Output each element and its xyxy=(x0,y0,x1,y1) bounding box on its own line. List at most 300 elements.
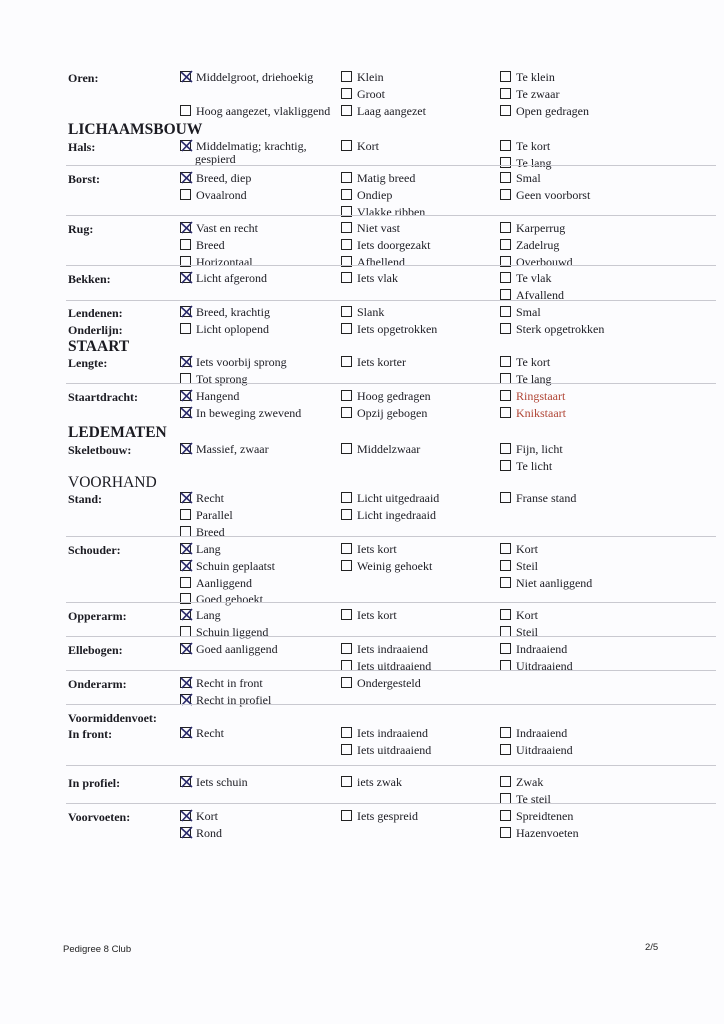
option-label: Ovaalrond xyxy=(196,187,247,202)
option-label: Niet aanliggend xyxy=(516,575,593,590)
option-label: Sterk opgetrokken xyxy=(516,322,605,336)
checkbox-option[interactable] xyxy=(341,676,421,690)
checkbox-option[interactable] xyxy=(500,322,604,336)
option-label: Zwak xyxy=(516,775,544,789)
row-label: In front: xyxy=(68,727,113,741)
checkbox-icon[interactable] xyxy=(341,776,352,787)
row-label: Staartdracht: xyxy=(68,390,138,404)
row-label: Schouder: xyxy=(68,543,121,557)
checkbox-icon[interactable] xyxy=(500,577,511,588)
option-label: Middelmatig; krachtig, xyxy=(196,139,307,153)
option-label: Open gedragen xyxy=(516,103,589,118)
checkbox-option[interactable] xyxy=(500,542,538,556)
checkbox-option[interactable] xyxy=(500,775,543,789)
option-label: Overbouwd xyxy=(516,254,573,269)
checkbox-icon[interactable] xyxy=(180,323,191,334)
checked-box-icon[interactable] xyxy=(180,492,191,503)
checkbox-icon[interactable] xyxy=(341,643,352,654)
option-label: Parallel xyxy=(196,507,233,522)
checkbox-option[interactable] xyxy=(500,389,565,403)
checkbox-option[interactable] xyxy=(180,355,287,369)
checkbox-option[interactable] xyxy=(341,389,431,403)
checkbox-option[interactable] xyxy=(180,305,270,319)
checkbox-option[interactable] xyxy=(341,104,426,118)
checkbox-option[interactable] xyxy=(500,559,538,573)
option-label: Vast en recht xyxy=(196,221,258,235)
option-label: Smal xyxy=(516,305,541,319)
checkbox-icon[interactable] xyxy=(341,140,352,151)
checkbox-option[interactable] xyxy=(500,809,573,823)
option-label: Groot xyxy=(357,86,385,101)
option-label: Niet vast xyxy=(357,221,400,235)
option-label: Kort xyxy=(516,542,538,556)
option-label: Recht xyxy=(196,491,224,505)
checkbox-option[interactable] xyxy=(341,508,436,522)
row-divider xyxy=(66,300,716,301)
checkbox-option[interactable] xyxy=(500,826,579,840)
row-label: Ellebogen: xyxy=(68,643,123,657)
option-label: Steil xyxy=(516,558,539,573)
checkbox-icon[interactable] xyxy=(500,356,511,367)
checkbox-icon[interactable] xyxy=(341,88,352,99)
checked-box-icon[interactable] xyxy=(180,172,191,183)
option-label: Smal xyxy=(516,171,541,185)
option-label: Afvallend xyxy=(516,287,564,302)
checkbox-option[interactable] xyxy=(341,642,428,656)
option-label: Indraaiend xyxy=(516,642,568,656)
row-label: Opperarm: xyxy=(68,609,127,623)
checkbox-icon[interactable] xyxy=(180,189,191,200)
option-label: Iets schuin xyxy=(196,775,248,789)
row-label: In profiel: xyxy=(68,776,121,790)
row-divider xyxy=(66,765,716,766)
row-label: Hals: xyxy=(68,140,96,154)
checkbox-icon[interactable] xyxy=(500,222,511,233)
checkbox-icon[interactable] xyxy=(500,88,511,99)
checkbox-option[interactable] xyxy=(341,608,397,622)
checkbox-option[interactable] xyxy=(500,255,573,269)
checkbox-option[interactable] xyxy=(341,355,406,369)
checked-box-icon[interactable] xyxy=(180,443,191,454)
row-label: Lendenen: xyxy=(68,306,123,320)
checkbox-icon[interactable] xyxy=(180,577,191,588)
checked-box-icon[interactable] xyxy=(180,222,191,233)
option-label: Iets korter xyxy=(357,355,406,369)
checked-box-icon[interactable] xyxy=(180,560,191,571)
option-label: Matig breed xyxy=(357,171,416,185)
checkbox-icon[interactable] xyxy=(500,105,511,116)
checkbox-icon[interactable] xyxy=(341,560,352,571)
checked-box-icon[interactable] xyxy=(180,810,191,821)
checked-box-icon[interactable] xyxy=(180,543,191,554)
checkbox-option[interactable] xyxy=(500,642,567,656)
option-label: Kort xyxy=(196,809,218,823)
option-label: Iets indraaiend xyxy=(357,642,428,656)
option-label: Iets indraaiend xyxy=(357,726,428,740)
checkbox-icon[interactable] xyxy=(341,71,352,82)
checkbox-option[interactable] xyxy=(500,238,559,252)
checkbox-option[interactable] xyxy=(180,238,225,252)
checkbox-icon[interactable] xyxy=(341,172,352,183)
option-label: Zadelrug xyxy=(516,237,560,252)
checkbox-icon[interactable] xyxy=(341,727,352,738)
checkbox-option[interactable] xyxy=(500,406,566,420)
checkbox-icon[interactable] xyxy=(341,509,352,520)
option-label: Breed xyxy=(196,237,225,252)
option-label: Iets gespreid xyxy=(357,809,418,823)
option-label: Spreidtenen xyxy=(516,809,574,823)
checkbox-option[interactable] xyxy=(180,70,313,84)
option-label: Iets uitdraaiend xyxy=(357,658,432,673)
checkbox-option[interactable] xyxy=(180,491,224,505)
checkbox-option[interactable] xyxy=(180,221,258,235)
checkbox-icon[interactable] xyxy=(341,443,352,454)
checkbox-option[interactable] xyxy=(180,826,222,840)
checkbox-icon[interactable] xyxy=(500,407,511,418)
row-divider xyxy=(66,536,716,537)
checkbox-option[interactable] xyxy=(180,188,247,202)
checkbox-option[interactable] xyxy=(500,188,590,202)
option-label: Hangend xyxy=(196,389,240,403)
option-label: Laag aangezet xyxy=(357,103,426,118)
row-divider xyxy=(66,602,716,603)
option-label: Rond xyxy=(196,825,223,840)
option-label: Opzij gebogen xyxy=(357,405,428,420)
checkbox-icon[interactable] xyxy=(341,744,352,755)
checkbox-icon[interactable] xyxy=(180,105,191,116)
option-label: Weinig gehoekt xyxy=(357,558,433,573)
option-label: Geen voorborst xyxy=(516,187,591,202)
row-divider xyxy=(66,215,716,216)
option-label: Tot sprong xyxy=(196,371,248,386)
checkbox-icon[interactable] xyxy=(500,289,511,300)
checkbox-icon[interactable] xyxy=(341,609,352,620)
checkbox-icon[interactable] xyxy=(500,71,511,82)
footer-page-number: 2/5 xyxy=(645,942,659,953)
checked-box-icon[interactable] xyxy=(180,776,191,787)
row-label: Onderarm: xyxy=(68,677,127,691)
option-label-continuation: gespierd xyxy=(195,152,236,166)
checkbox-option[interactable] xyxy=(500,491,576,505)
checkbox-option[interactable] xyxy=(180,104,330,118)
row-divider xyxy=(66,803,716,804)
option-label: Lang xyxy=(196,542,221,556)
option-label: Iets kort xyxy=(357,542,397,556)
checkbox-icon[interactable] xyxy=(500,172,511,183)
row-label: Bekken: xyxy=(68,272,111,286)
option-label: Recht in profiel xyxy=(196,692,272,707)
row-divider xyxy=(66,265,716,266)
checkbox-option[interactable] xyxy=(341,171,415,185)
row-label: Voormiddenvoet: xyxy=(68,711,157,725)
checkbox-icon[interactable] xyxy=(500,776,511,787)
checked-box-icon[interactable] xyxy=(180,677,191,688)
option-label: Karperrug xyxy=(516,221,566,235)
checkbox-option[interactable] xyxy=(341,726,428,740)
checked-box-icon[interactable] xyxy=(180,727,191,738)
checkbox-option[interactable] xyxy=(180,406,301,420)
option-label: Te vlak xyxy=(516,271,552,285)
checked-box-icon[interactable] xyxy=(180,356,191,367)
checkbox-option[interactable] xyxy=(180,271,267,285)
checkbox-icon[interactable] xyxy=(341,407,352,418)
checkbox-icon[interactable] xyxy=(341,222,352,233)
checkbox-icon[interactable] xyxy=(341,677,352,688)
option-label: Knikstaart xyxy=(516,405,566,420)
row-label: Oren: xyxy=(68,71,99,85)
checkbox-option[interactable] xyxy=(180,608,221,622)
row-divider xyxy=(66,636,716,637)
row-label: Lengte: xyxy=(68,356,108,370)
checkbox-icon[interactable] xyxy=(341,390,352,401)
checkbox-icon[interactable] xyxy=(341,543,352,554)
checkbox-icon[interactable] xyxy=(341,810,352,821)
checkbox-option[interactable] xyxy=(341,743,431,757)
checkbox-option[interactable] xyxy=(341,271,398,285)
option-label: In beweging zwevend xyxy=(196,405,302,420)
checkbox-option[interactable] xyxy=(180,442,269,456)
checkbox-option[interactable] xyxy=(341,305,384,319)
checkbox-option[interactable] xyxy=(500,726,567,740)
footer-club: Pedigree 8 Club xyxy=(63,944,132,955)
checkbox-option[interactable] xyxy=(180,322,269,336)
option-label: Slank xyxy=(357,305,385,319)
option-label: Recht xyxy=(196,726,224,740)
checkbox-icon[interactable] xyxy=(341,323,352,334)
option-label: Licht uitgedraaid xyxy=(357,491,440,505)
checkbox-icon[interactable] xyxy=(341,272,352,283)
row-label: Skeletbouw: xyxy=(68,443,132,457)
row-label: Onderlijn: xyxy=(68,323,123,337)
checkbox-icon[interactable] xyxy=(500,609,511,620)
checked-box-icon[interactable] xyxy=(180,390,191,401)
checkbox-option[interactable] xyxy=(180,775,248,789)
checkbox-option[interactable] xyxy=(341,406,427,420)
option-label: Iets uitdraaiend xyxy=(357,742,432,757)
checkbox-icon[interactable] xyxy=(500,306,511,317)
option-label: Uitdraaiend xyxy=(516,742,573,757)
option-label: Indraaiend xyxy=(516,726,568,740)
checkbox-icon[interactable] xyxy=(500,140,511,151)
option-label: Te kort xyxy=(516,139,551,153)
option-label: Hazenvoeten xyxy=(516,825,579,840)
checkbox-option[interactable] xyxy=(500,156,551,170)
checkbox-option[interactable] xyxy=(341,542,397,556)
option-label: Licht ingedraaid xyxy=(357,507,436,522)
checkbox-icon[interactable] xyxy=(500,460,511,471)
checkbox-option[interactable] xyxy=(180,726,224,740)
checkbox-option[interactable] xyxy=(180,592,263,606)
option-label: Kort xyxy=(357,139,379,153)
option-label: Franse stand xyxy=(516,491,577,505)
option-label: iets zwak xyxy=(357,775,402,789)
checkbox-option[interactable] xyxy=(500,87,559,101)
option-label: Lang xyxy=(196,608,221,622)
checkbox-icon[interactable] xyxy=(180,509,191,520)
checkbox-option[interactable] xyxy=(180,171,251,185)
option-label: Recht in front xyxy=(196,676,263,690)
option-label: Schuin liggend xyxy=(196,624,269,639)
checkbox-icon[interactable] xyxy=(341,356,352,367)
checkbox-icon[interactable] xyxy=(500,810,511,821)
checkbox-option[interactable] xyxy=(341,322,437,336)
option-label: Middelzwaar xyxy=(357,442,421,456)
checkbox-option[interactable] xyxy=(341,238,430,252)
checked-box-icon[interactable] xyxy=(180,827,191,838)
checkbox-icon[interactable] xyxy=(500,560,511,571)
checkbox-option[interactable] xyxy=(500,70,555,84)
checkbox-icon[interactable] xyxy=(341,492,352,503)
option-label: Licht oplopend xyxy=(196,322,269,336)
checkbox-option[interactable] xyxy=(341,70,384,84)
option-label: Breed xyxy=(196,524,225,539)
row-label: Stand: xyxy=(68,492,103,506)
checkbox-icon[interactable] xyxy=(500,643,511,654)
option-label: Iets opgetrokken xyxy=(357,322,438,336)
option-label: Ondiep xyxy=(357,187,393,202)
option-label: Iets doorgezakt xyxy=(357,237,431,252)
checkbox-icon[interactable] xyxy=(341,306,352,317)
option-label: Schuin geplaatst xyxy=(196,558,275,573)
section-heading: STAART xyxy=(68,338,130,355)
option-label: Te zwaar xyxy=(516,86,560,101)
option-label: Breed, krachtig xyxy=(196,305,270,319)
checkbox-option[interactable] xyxy=(180,255,253,269)
option-label: Ondergesteld xyxy=(357,676,421,690)
checkbox-option[interactable] xyxy=(341,221,400,235)
checkbox-icon[interactable] xyxy=(500,543,511,554)
checkbox-option[interactable] xyxy=(500,576,592,590)
checkbox-icon[interactable] xyxy=(500,323,511,334)
checkbox-option[interactable] xyxy=(341,87,385,101)
checkbox-icon[interactable] xyxy=(180,239,191,250)
checkbox-icon[interactable] xyxy=(341,105,352,116)
option-label: Iets kort xyxy=(357,608,397,622)
checkbox-option[interactable] xyxy=(180,559,275,573)
option-label: Middelgroot, driehoekig xyxy=(196,70,314,84)
checked-box-icon[interactable] xyxy=(180,306,191,317)
option-label: Te lang xyxy=(516,155,552,170)
checkbox-option[interactable] xyxy=(180,809,218,823)
checkbox-icon[interactable] xyxy=(500,744,511,755)
option-label: Te licht xyxy=(516,458,553,473)
option-label: Te klein xyxy=(516,70,555,84)
checkbox-option[interactable] xyxy=(500,355,550,369)
checkbox-option[interactable] xyxy=(180,389,239,403)
option-label: Te steil xyxy=(516,791,551,806)
option-label: Afhellend xyxy=(357,254,405,269)
checkbox-option[interactable] xyxy=(500,139,550,153)
checkbox-option[interactable] xyxy=(500,104,589,118)
checkbox-option[interactable] xyxy=(341,188,392,202)
checkbox-option[interactable] xyxy=(180,676,263,690)
checkbox-option[interactable] xyxy=(180,576,252,590)
option-label: Licht afgerond xyxy=(196,271,267,285)
checkbox-icon[interactable] xyxy=(500,390,511,401)
checkbox-option[interactable] xyxy=(341,491,439,505)
checkbox-option[interactable] xyxy=(180,642,278,656)
checkbox-option[interactable] xyxy=(500,743,573,757)
checkbox-option[interactable] xyxy=(500,171,541,185)
option-label: Vlakke ribben xyxy=(357,204,426,219)
option-label: Iets voorbij sprong xyxy=(196,355,287,369)
option-label: Te lang xyxy=(516,371,552,386)
checkbox-option[interactable] xyxy=(500,305,541,319)
option-label: Iets vlak xyxy=(357,271,398,285)
option-label: Kort xyxy=(516,608,538,622)
checkbox-option[interactable] xyxy=(341,205,425,219)
row-label: Borst: xyxy=(68,172,100,186)
checkbox-option[interactable] xyxy=(341,255,405,269)
row-divider xyxy=(66,165,716,166)
option-label: Fijn, licht xyxy=(516,442,563,456)
checkbox-option[interactable] xyxy=(341,139,379,153)
checkbox-option[interactable] xyxy=(500,459,552,473)
option-label: Klein xyxy=(357,70,384,84)
checked-box-icon[interactable] xyxy=(180,609,191,620)
checkbox-icon[interactable] xyxy=(341,239,352,250)
checkbox-icon[interactable] xyxy=(500,239,511,250)
checkbox-option[interactable] xyxy=(500,221,565,235)
checkbox-icon[interactable] xyxy=(341,189,352,200)
option-label: Hoog gedragen xyxy=(357,389,431,403)
checkbox-option[interactable] xyxy=(180,542,221,556)
option-label: Aanliggend xyxy=(196,575,252,590)
checkbox-icon[interactable] xyxy=(500,443,511,454)
checkbox-option[interactable] xyxy=(341,442,420,456)
row-divider xyxy=(66,704,716,705)
checked-box-icon[interactable] xyxy=(180,272,191,283)
checkbox-option[interactable] xyxy=(341,775,402,789)
option-label: Breed, diep xyxy=(196,171,252,185)
option-label: Horizontaal xyxy=(196,254,253,269)
checkbox-icon[interactable] xyxy=(500,189,511,200)
option-label: Ringstaart xyxy=(516,389,566,403)
checkbox-icon[interactable] xyxy=(500,492,511,503)
checked-box-icon[interactable] xyxy=(180,643,191,654)
checkbox-icon[interactable] xyxy=(500,727,511,738)
checkbox-option[interactable] xyxy=(180,139,307,153)
checkbox-icon[interactable] xyxy=(180,526,191,537)
checkbox-option[interactable] xyxy=(500,271,551,285)
section-heading: LEDEMATEN xyxy=(68,424,167,441)
section-heading: LICHAAMSBOUW xyxy=(68,121,203,138)
option-label: Te kort xyxy=(516,355,551,369)
option-label: Uitdraaiend xyxy=(516,658,573,673)
row-label: Rug: xyxy=(68,222,94,236)
option-label: Steil xyxy=(516,624,539,639)
checkbox-option[interactable] xyxy=(341,809,418,823)
checkbox-option[interactable] xyxy=(500,442,563,456)
row-divider xyxy=(66,670,716,671)
option-label: Hoog aangezet, vlakliggend xyxy=(196,104,331,118)
checkbox-option[interactable] xyxy=(341,559,432,573)
row-divider xyxy=(66,383,716,384)
checkbox-option[interactable] xyxy=(180,508,233,522)
option-label: Goed gehoekt xyxy=(196,592,263,607)
checkbox-icon[interactable] xyxy=(500,157,511,168)
option-label: Massief, zwaar xyxy=(196,442,269,456)
checkbox-icon[interactable] xyxy=(500,827,511,838)
checked-box-icon[interactable] xyxy=(180,140,191,151)
checkbox-icon[interactable] xyxy=(500,272,511,283)
checked-box-icon[interactable] xyxy=(180,407,191,418)
option-label: Goed aanliggend xyxy=(196,642,278,656)
section-heading: VOORHAND xyxy=(68,474,157,491)
row-label: Voorvoeten: xyxy=(68,810,131,824)
checkbox-option[interactable] xyxy=(500,608,538,622)
checked-box-icon[interactable] xyxy=(180,71,191,82)
